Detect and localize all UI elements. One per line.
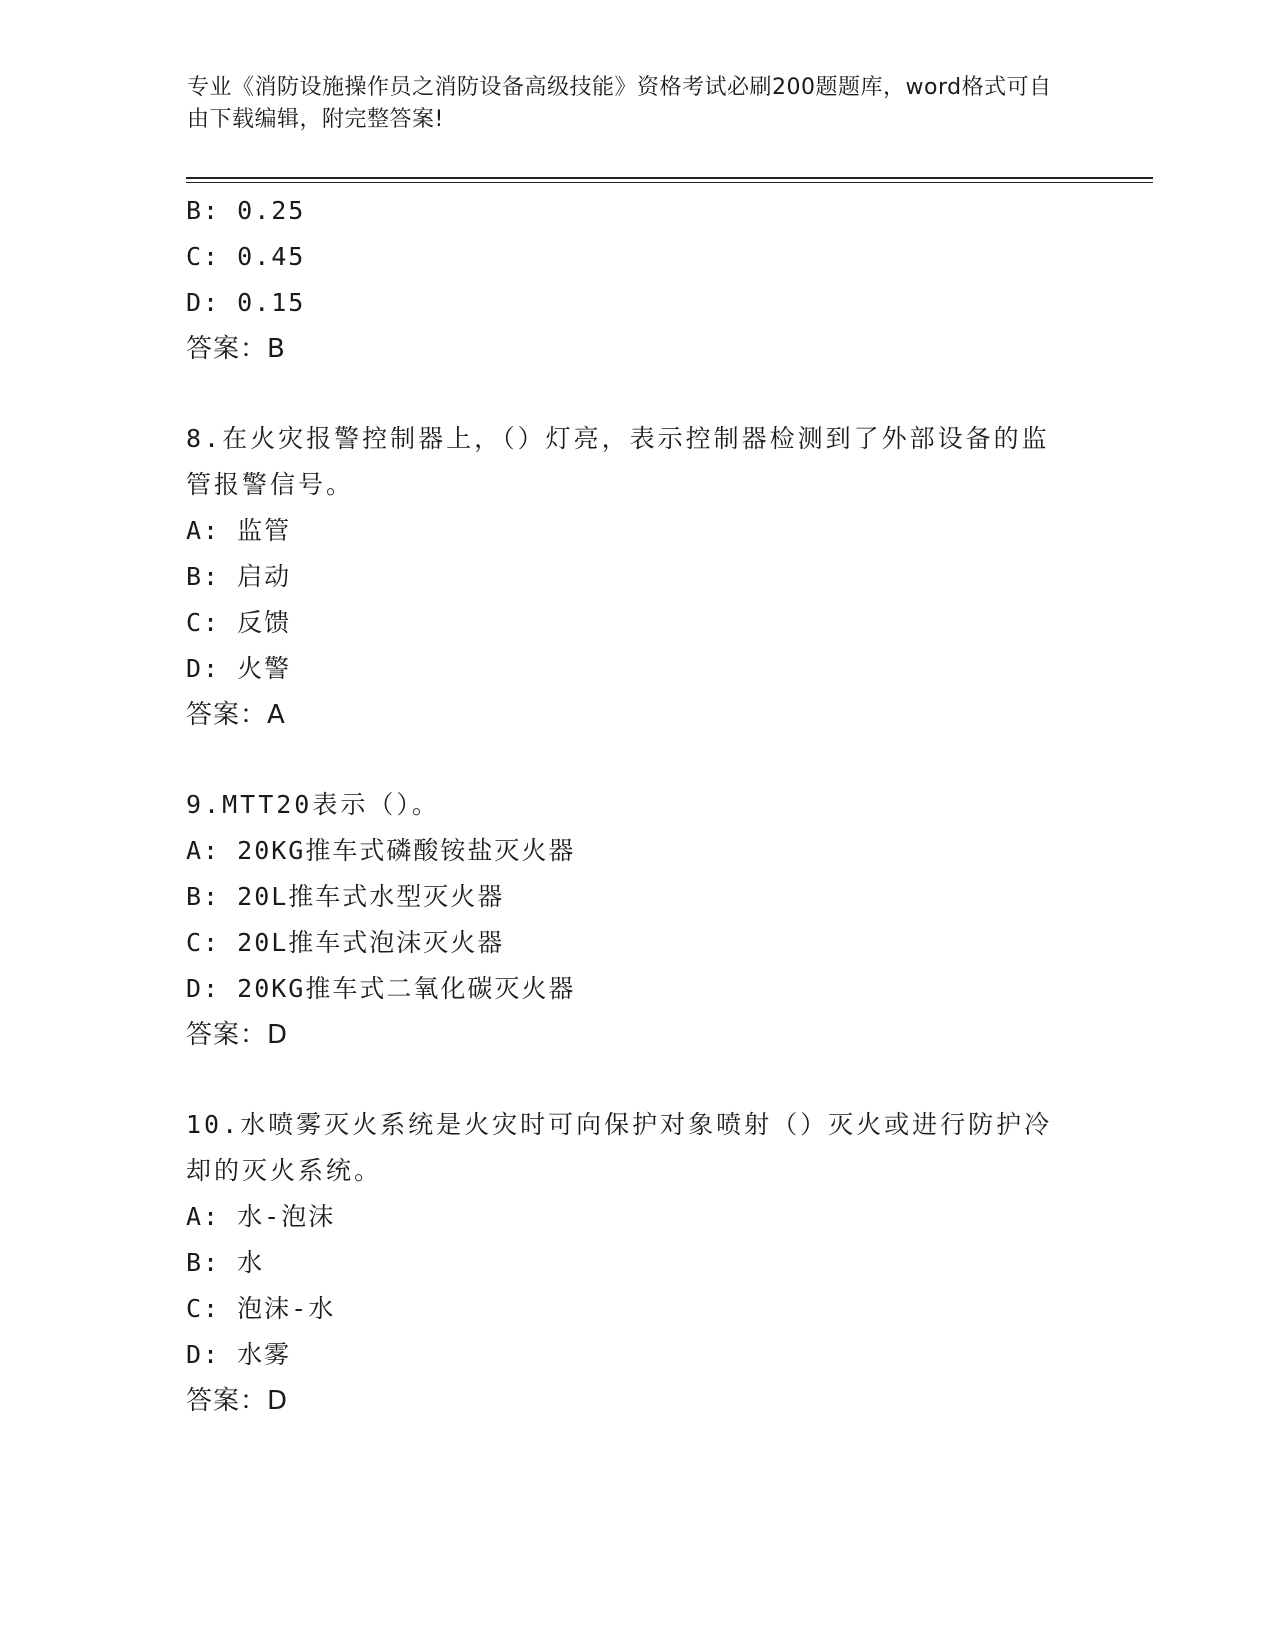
previous-question-tail: [186, 188, 1086, 372]
option-b: B: 水: [186, 1248, 265, 1277]
question-9: [186, 782, 1086, 1058]
option-d: D: 20KG推车式二氧化碳灭火器: [186, 974, 576, 1003]
document-body: [186, 188, 1086, 1424]
option-c: C: 泡沫-水: [186, 1294, 336, 1323]
header-divider: [186, 177, 1153, 179]
answer-line: 答案：B: [186, 334, 286, 364]
answer-line: 答案：A: [186, 700, 286, 730]
option-b: B: 0.25: [186, 196, 306, 225]
question-stem: 8.在火灾报警控制器上，（）灯亮，表示控制器检测到了外部设备的监管报警信号。: [186, 424, 1050, 499]
answer-line: 答案：D: [186, 1020, 289, 1050]
question-8: [186, 416, 1086, 738]
option-a: A: 水-泡沫: [186, 1202, 336, 1231]
question-stem: 10.水喷雾灭火系统是火灾时可向保护对象喷射（）灭火或进行防护冷却的灭火系统。: [186, 1110, 1053, 1185]
option-d: D: 火警: [186, 654, 292, 683]
option-b: B: 20L推车式水型灭火器: [186, 882, 505, 911]
answer-line: 答案：D: [186, 1386, 289, 1416]
option-c: C: 20L推车式泡沫灭火器: [186, 928, 505, 957]
option-c: C: 反馈: [186, 608, 292, 637]
document-header: 专业《消防设施操作员之消防设备高级技能》资格考试必刷200题题库，word格式可自由下载编辑，附完整答案!: [187, 75, 1052, 132]
option-a: A: 监管: [186, 516, 292, 545]
question-stem: 9.MTT20表示（）。: [186, 790, 440, 819]
question-10: [186, 1102, 1086, 1424]
option-a: A: 20KG推车式磷酸铵盐灭火器: [186, 836, 576, 865]
option-b: B: 启动: [186, 562, 292, 591]
header-divider-thin: [186, 182, 1153, 183]
option-d: D: 0.15: [186, 288, 306, 317]
option-c: C: 0.45: [186, 242, 306, 271]
option-d: D: 水雾: [186, 1340, 292, 1369]
